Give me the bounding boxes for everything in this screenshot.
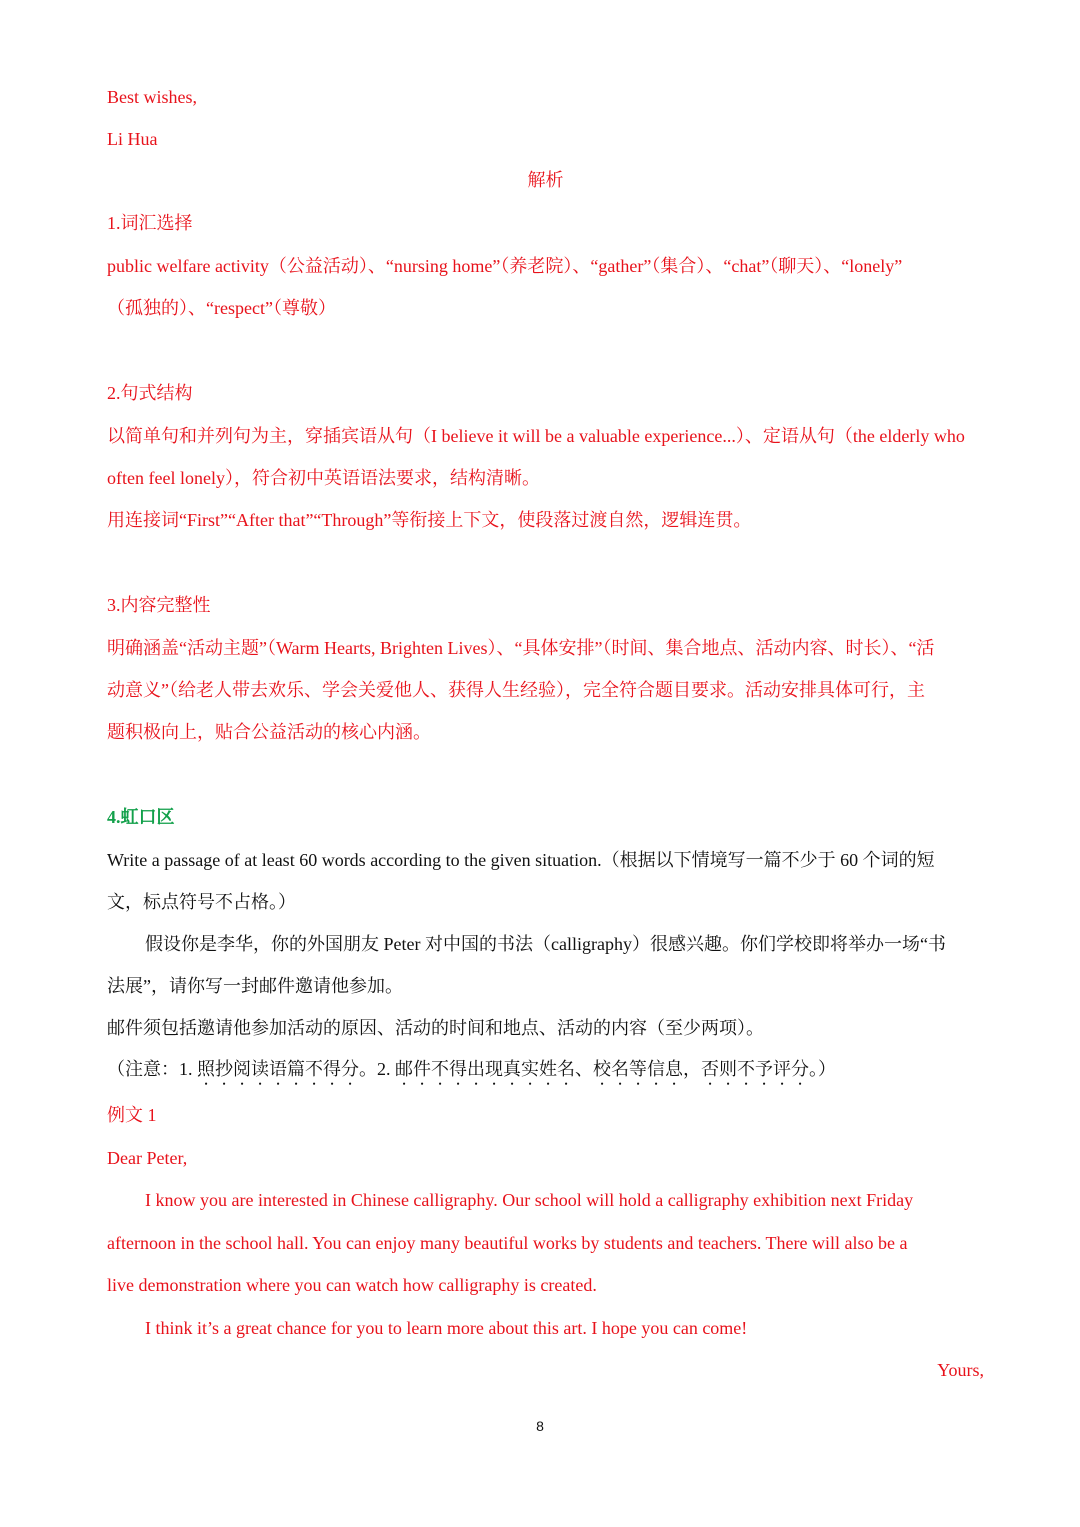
sample-paragraph-1-line-1: I know you are interested in Chinese calligraphy. Our school will hold a calligraphy exhibition next Friday [145, 1190, 914, 1210]
signature-name: Li Hua [107, 129, 158, 149]
sample-label: 例文 1 [107, 1105, 157, 1125]
structure-line-1: 以简单句和并列句为主，穿插宾语从句（I believe it will be a valuable experience...）、定语从句（the elderly who [107, 426, 965, 446]
content-line-3: 题积极向上，贴合公益活动的核心内涵。 [107, 722, 431, 742]
structure-line-3: 用连接词“First”“After that”“Through”等衔接上下文，使段落过渡自然，逻辑连贯。 [107, 510, 752, 530]
sample-paragraph-2: I think it’s a great chance for you to learn more about this art. I hope you can come! [145, 1318, 748, 1338]
sample-greeting: Dear Peter, [107, 1148, 188, 1168]
vocab-line-1: public welfare activity（公益活动）、“nursing home”（养老院）、“gather”（集合）、“chat”（聊天）、“lonely” [107, 256, 903, 276]
note-prefix: （注意：1. [107, 1059, 197, 1079]
page-number: 8 [536, 1418, 544, 1434]
note-item-1: 照抄阅读语篇不得分。 [197, 1059, 377, 1079]
sample-paragraph-1-line-2: afternoon in the school hall. You can enjoy many beautiful works by students and teachers. There will also be a [107, 1233, 908, 1253]
structure-line-2: often feel lonely），符合初中英语语法要求，结构清晰。 [107, 468, 540, 488]
sign-off: Best wishes, [107, 87, 197, 107]
analysis-heading: 解析 [527, 170, 564, 190]
task-note [107, 1057, 984, 1089]
task-scenario-line-2: 法展”，请你写一封邮件邀请他参加。 [107, 976, 403, 996]
note-item-2: 邮件不得出现真实姓名、校名等信息，否则不予评分。 [395, 1059, 818, 1079]
content-section-title: 3.内容完整性 [107, 595, 211, 615]
task-instruction-line-1: Write a passage of at least 60 words according to the given situation.（根据以下情境写一篇不少于 60 个词的短 [107, 850, 935, 870]
note-suffix: ） [818, 1059, 836, 1079]
sample-paragraph-1-line-3: live demonstration where you can watch how calligraphy is created. [107, 1275, 597, 1295]
task-title: 4.虹口区 [107, 807, 175, 827]
vocab-line-2: （孤独的）、“respect”（尊敬） [107, 298, 336, 318]
task-instruction-line-2: 文，标点符号不占格。） [107, 892, 296, 912]
content-line-1: 明确涵盖“活动主题”（Warm Hearts, Brighten Lives）、“具体安排”（时间、集合地点、活动内容、时长）、“活 [107, 638, 935, 658]
task-scenario-line-1: 假设你是李华，你的外国朋友 Peter 对中国的书法（calligraphy）很感兴趣。你们学校即将举办一场“书 [145, 934, 946, 954]
content-line-2: 动意义”（给老人带去欢乐、学会关爱他人、获得人生经验），完全符合题目要求。活动安排具体可行，主 [107, 680, 925, 700]
task-requirement: 邮件须包括邀请他参加活动的原因、活动的时间和地点、活动的内容（至少两项）。 [107, 1018, 764, 1038]
structure-section-title: 2.句式结构 [107, 383, 193, 403]
sample-closing: Yours, [937, 1360, 984, 1380]
note-mid: 2. [377, 1059, 395, 1079]
vocab-section-title: 1.词汇选择 [107, 213, 193, 233]
